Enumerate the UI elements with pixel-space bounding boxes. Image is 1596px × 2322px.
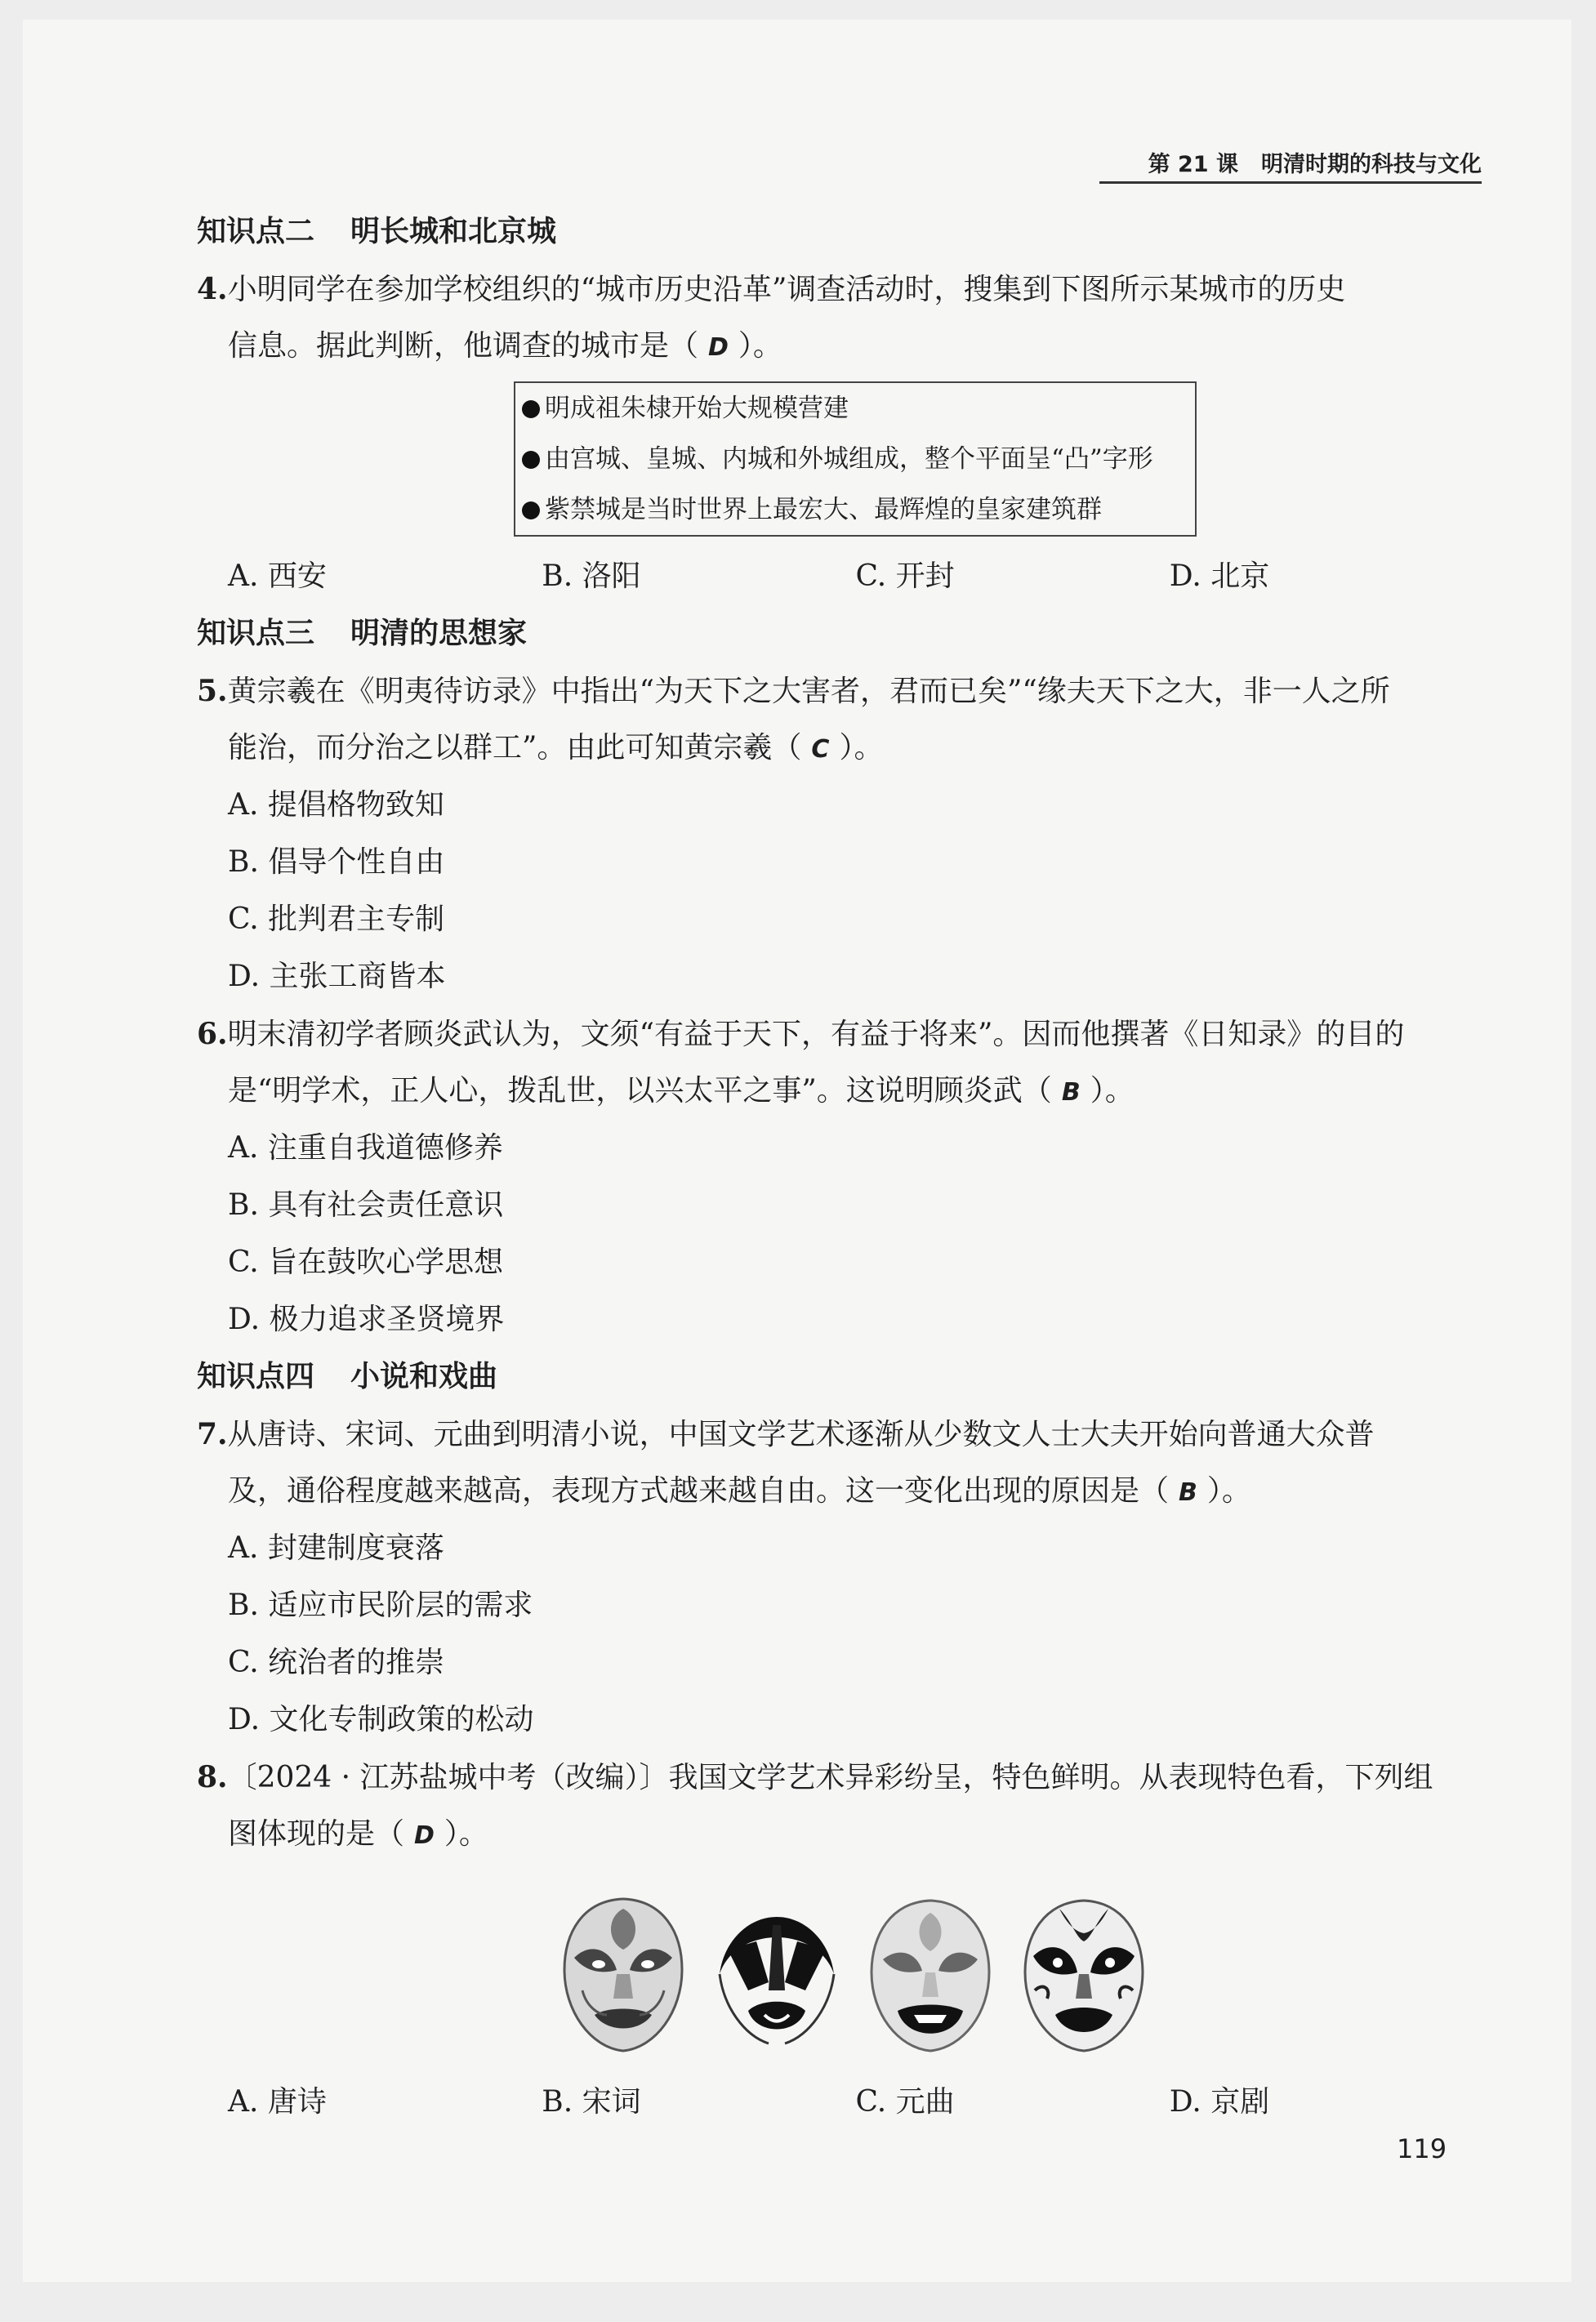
section-heading [197, 1348, 1483, 1406]
question-number: 5. [197, 674, 228, 708]
option-b[interactable]: B. 具有社会责任意识 [228, 1188, 504, 1222]
opera-mask-icon [1010, 1892, 1157, 2056]
question-text: 〔2024 · 江苏盐城中考（改编）〕我国文学艺术异彩纷呈，特色鲜明。从表现特色看，下列组 [227, 1761, 1433, 1794]
section-label: 知识点二 [197, 215, 315, 248]
info-text: 明成祖朱棣开始大规模营建 [545, 394, 849, 423]
option-d[interactable]: D. 北京 [1169, 559, 1270, 593]
info-text: 紫禁城是当时世界上最宏大、最辉煌的皇家建筑群 [545, 495, 1102, 524]
opera-mask-icon [550, 1892, 697, 2056]
info-text: 由宫城、皇城、内城和外城组成，整个平面呈“凸”字形 [545, 444, 1153, 474]
question-text: ）。 [738, 329, 782, 363]
question-7 [197, 1406, 1483, 1749]
handwritten-answer: B [1179, 1478, 1197, 1507]
section-heading [197, 605, 1483, 662]
bullet-icon [522, 400, 540, 418]
question-text: 小明同学在参加学校组织的“城市历史沿革”调查活动时，搜集到下图所示某城市的历史 [227, 273, 1346, 306]
opera-mask-icon [703, 1892, 850, 2056]
option-a[interactable]: A. 注重自我道德修养 [228, 1131, 503, 1165]
question-text: 信息。据此判断，他调查的城市是（ [228, 329, 699, 363]
handwritten-answer: D [414, 1821, 435, 1850]
option-c[interactable]: C. 元曲 [855, 2085, 955, 2119]
option-d[interactable]: D. 极力追求圣贤境界 [228, 1303, 505, 1336]
handwritten-answer: B [1061, 1078, 1081, 1107]
option-b[interactable]: B. 适应市民阶层的需求 [228, 1589, 533, 1622]
question-text: 明末清初学者顾炎武认为，文须“有益于天下，有益于将来”。因而他撰著《日知录》的目的 [227, 1018, 1405, 1051]
section-label: 知识点四 [197, 1360, 315, 1393]
lesson-number: 第 21 课 [1148, 152, 1238, 177]
option-c[interactable]: C. 批判君主专制 [228, 903, 445, 936]
page-number: 119 [1397, 2133, 1447, 2164]
page-header [1099, 146, 1482, 184]
section-title: 明长城和北京城 [350, 215, 557, 248]
question-text: ）。 [1090, 1074, 1135, 1108]
option-d[interactable]: D. 文化专制政策的松动 [228, 1703, 534, 1736]
option-b[interactable]: B. 宋词 [542, 2085, 641, 2119]
bullet-icon [522, 451, 540, 469]
option-a[interactable]: A. 封建制度衰落 [228, 1531, 444, 1565]
option-a[interactable]: A. 提倡格物致知 [228, 788, 444, 822]
question-number: 6. [197, 1017, 228, 1051]
question-number: 7. [197, 1417, 228, 1451]
option-d[interactable]: D. 主张工商皆本 [228, 960, 446, 993]
question-text: 黄宗羲在《明夷待访录》中指出“为天下之大害者，君而已矣”“缘夫天下之大，非一人之所 [227, 675, 1390, 708]
question-text: 能治，而分治之以群工”。由此可知黄宗羲（ [228, 731, 802, 764]
question-text: ）。 [839, 731, 884, 764]
question-number: 8. [197, 1760, 228, 1794]
option-a[interactable]: A. 唐诗 [228, 2085, 327, 2119]
option-c[interactable]: C. 旨在鼓吹心学思想 [228, 1246, 504, 1279]
question-text: ）。 [444, 1817, 488, 1851]
section-heading [197, 203, 1483, 261]
question-text: ）。 [1206, 1474, 1251, 1508]
workbook-page [23, 20, 1571, 2282]
question-text: 图体现的是（ [228, 1817, 405, 1851]
option-c[interactable]: C. 统治者的推崇 [228, 1646, 445, 1679]
question-6 [197, 1005, 1483, 1348]
info-item [515, 484, 1195, 535]
option-a[interactable]: A. 西安 [228, 559, 327, 593]
question-4 [197, 261, 1483, 605]
question-text: 及，通俗程度越来越高，表现方式越来越自由。这一变化出现的原因是（ [228, 1474, 1170, 1508]
question-number: 4. [197, 272, 228, 306]
section-title: 小说和戏曲 [350, 1360, 498, 1393]
info-box [514, 381, 1197, 537]
info-item [515, 434, 1195, 484]
question-text: 是“明学术，正人心，拨乱世，以兴太平之事”。这说明顾炎武（ [228, 1074, 1052, 1108]
section-title: 明清的思想家 [350, 617, 528, 650]
option-c[interactable]: C. 开封 [855, 559, 955, 593]
option-d[interactable]: D. 京剧 [1169, 2085, 1270, 2119]
bullet-icon [522, 501, 540, 519]
lesson-title: 明清时期的科技与文化 [1261, 152, 1482, 177]
content [197, 203, 1483, 2131]
section-label: 知识点三 [197, 617, 315, 650]
question-text: 从唐诗、宋词、元曲到明清小说，中国文学艺术逐渐从少数文人士大夫开始向普通大众普 [227, 1418, 1375, 1451]
option-b[interactable]: B. 洛阳 [542, 559, 641, 593]
opera-mask-figure [550, 1892, 1483, 2056]
handwritten-answer: D [708, 333, 729, 362]
options-row [197, 548, 1483, 605]
info-item [515, 383, 1195, 434]
opera-mask-icon [857, 1892, 1004, 2056]
question-5 [197, 662, 1483, 1005]
options-row [197, 2074, 1483, 2131]
question-8 [197, 1749, 1483, 2131]
handwritten-answer: C [811, 735, 830, 764]
option-b[interactable]: B. 倡导个性自由 [228, 845, 445, 879]
